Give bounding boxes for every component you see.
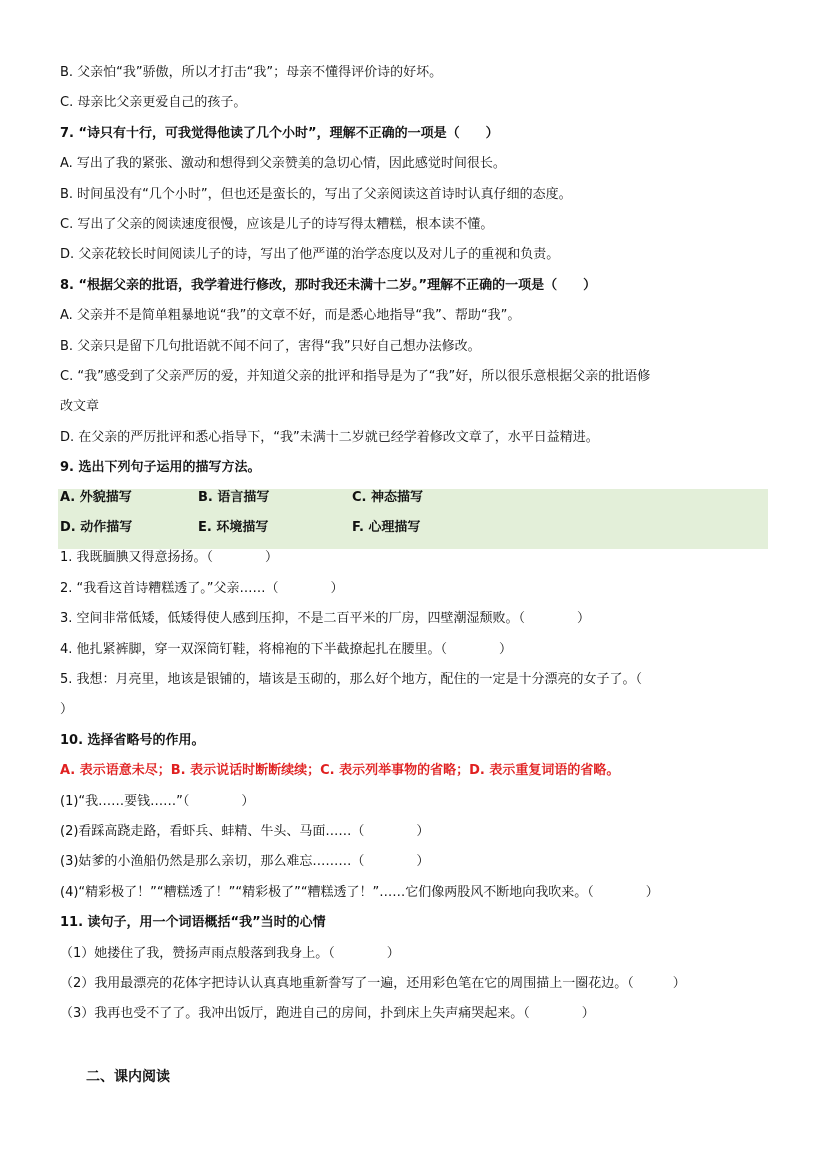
section-title: 二、课内阅读 [86,1069,170,1085]
worksheet-page [60,64,770,1036]
text-line: B. 时间虽没有“几个小时”，但也还是蛮长的，写出了父亲阅读这首诗时认真仔细的态度。 [60,186,572,202]
text-line: 7. “诗只有十行，可我觉得他读了几个小时”，理解不正确的一项是（ ） [60,125,499,141]
text-line: C. “我”感受到了父亲严厉的爱，并知道父亲的批评和指导是为了“我”好，所以很乐意根据父亲的批语修 [60,368,651,384]
text-line: (4)“精彩极了！”“糟糕透了！”“精彩极了”“糟糕透了！”……它们像两股风不断地向我吹来。（ ） [60,884,659,900]
question-block-7-8-9 [60,64,770,489]
text-line: B. 父亲只是留下几句批语就不闻不问了，害得“我”只好自己想办法修改。 [60,338,481,354]
text-line: 8. “根据父亲的批语，我学着进行修改，那时我还未满十二岁。”理解不正确的一项是（ ） [60,277,597,293]
option-c: C. 神态描写 [352,490,424,506]
text-line: （3）我再也受不了了。我冲出饭厅，跑进自己的房间，扑到床上失声痛哭起来。（ ） [60,1006,595,1022]
text-line: 10. 选择省略号的作用。 [60,732,205,748]
text-line: 9. 选出下列句子运用的描写方法。 [60,460,261,476]
text-line: (2)看踩高跷走路，看虾兵、蚌精、牛头、马面……（ ） [60,823,430,839]
text-line: 4. 他扎紧裤脚，穿一双深筒钉鞋，将棉袍的下半截撩起扎在腰里。（ ） [60,641,513,657]
text-line: A. 写出了我的紧张、激动和想得到父亲赞美的急切心情，因此感觉时间很长。 [60,156,506,172]
options-row-2 [60,519,768,549]
text-line: B. 父亲怕“我”骄傲，所以才打击“我”；母亲不懂得评价诗的好坏。 [60,65,443,80]
option-f: F. 心理描写 [352,520,421,536]
option-a: A. 外貌描写 [60,490,132,506]
text-line: 2. “我看这首诗糟糕透了。”父亲……（ ） [60,580,344,596]
options-row-1 [60,489,768,519]
text-line: D. 父亲花较长时间阅读儿子的诗，写出了他严谨的治学态度以及对儿子的重视和负责。 [60,247,560,263]
text-line: D. 在父亲的严厉批评和悉心指导下，“我”未满十二岁就已经学着修改文章了，水平日益精进。 [60,429,599,445]
text-line: （1）她搂住了我，赞扬声雨点般落到我身上。（ ） [60,945,400,961]
text-line: A. 表示语意未尽；B. 表示说话时断断续续；C. 表示列举事物的省略；D. 表示重复词语的省略。 [60,763,620,779]
option-e: E. 环境描写 [198,520,269,536]
text-line: C. 母亲比父亲更爱自己的孩子。 [60,95,247,111]
text-line: A. 父亲并不是简单粗暴地说“我”的文章不好，而是悉心地指导“我”、帮助“我”。 [60,308,521,324]
text-line: 3. 空间非常低矮，低矮得使人感到压抑，不是二百平米的厂房，四壁潮湿颓败。（ ） [60,611,591,627]
text-line: (3)姑爹的小渔船仍然是那么亲切，那么难忘………（ ） [60,854,430,870]
question-block-9-10-11 [60,549,770,1035]
text-line: 改文章 [60,399,100,415]
text-line: C. 写出了父亲的阅读速度很慢，应该是儿子的诗写得太糟糕，根本读不懂。 [60,216,494,232]
text-line: 5. 我想：月亮里，地该是银铺的，墙该是玉砌的，那么好个地方，配住的一定是十分漂亮的女子了。（ [60,672,643,688]
text-line: (1)“我……要钱……”（ ） [60,793,255,809]
options-box [58,489,768,549]
option-b: B. 语言描写 [198,490,270,506]
text-line: 1. 我既腼腆又得意扬扬。（ ） [60,550,279,566]
text-line: ） [60,702,74,718]
text-line: （2）我用最漂亮的花体字把诗认认真真地重新誊写了一遍，还用彩色笔在它的周围描上一圈花边。（ ） [60,975,686,991]
option-d: D. 动作描写 [60,520,133,536]
text-line: 11. 读句子，用一个词语概括“我”当时的心情 [60,915,326,931]
